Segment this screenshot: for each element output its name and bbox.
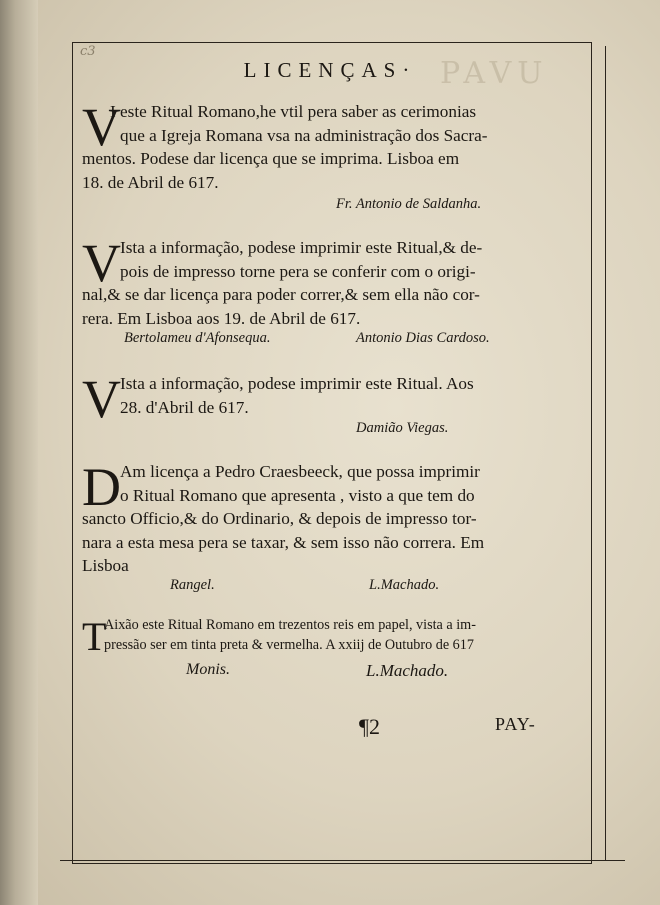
- license-section-5: [82, 614, 578, 659]
- corner-mark: c3: [80, 44, 96, 59]
- text-line: Ista a informação, podese imprimir este Ritual. Aos: [120, 374, 474, 393]
- dropcap: D: [82, 457, 121, 517]
- text-line: 28. d'Abril de 617.: [120, 397, 249, 417]
- text-line: rera. Em Lisboa aos 19. de Abril de 617.: [82, 308, 361, 328]
- license-text: [82, 233, 578, 330]
- text-line: I este Ritual Romano,he vtil pera saber as cerimonias: [110, 102, 477, 121]
- signature-mark: ¶2: [359, 714, 380, 739]
- page-title: LICENÇAS·: [243, 58, 417, 82]
- signature: Fr. Antonio de Saldanha.: [336, 196, 482, 212]
- text-line: que a Igreja Romana vsa na administração dos Sacra-: [120, 125, 488, 145]
- bleed-through-text: PAVU: [440, 56, 549, 91]
- text-line: Lisboa: [82, 556, 129, 575]
- license-section-1: [82, 97, 578, 194]
- signature: Damião Viegas.: [356, 420, 449, 436]
- dropcap: T: [82, 614, 107, 659]
- signature: Monis.: [186, 661, 230, 678]
- page-frame-rule: [605, 46, 606, 861]
- license-text: [82, 457, 578, 578]
- signature: Rangel.: [170, 577, 215, 593]
- text-line: sancto Officio,& do Ordinario, & depois de impresso tor-: [82, 509, 477, 528]
- text-line: 18. de Abril de 617.: [82, 172, 219, 192]
- text-line: Aixão este Ritual Romano em trezentos reis em papel, vista a im-: [104, 617, 476, 633]
- text-line: Ista a informação, podese imprimir este Ritual,& de-: [120, 238, 483, 257]
- license-text: [82, 614, 578, 659]
- book-gutter: [0, 0, 38, 905]
- signature: L.Machado.: [369, 577, 440, 593]
- license-text: [82, 97, 578, 194]
- text-line: o Ritual Romano que apresenta , visto a que tem do: [120, 485, 475, 505]
- text-line: pressão ser em tinta preta & vermelha. A xxiij de Outubro de 617: [104, 637, 474, 653]
- text-line: mentos. Podese dar licença que se imprima. Lisboa em: [82, 149, 460, 168]
- signature: L.Machado.: [366, 661, 449, 680]
- text-line: nara a esta mesa pera se taxar, & sem isso não correra. Em: [82, 532, 485, 552]
- dropcap: V: [82, 97, 121, 157]
- license-text: [82, 372, 578, 419]
- catchword: PAY-: [495, 714, 536, 734]
- signature: Bertolameu d'Afonsequa.: [124, 330, 271, 346]
- text-line: pois de impresso torne pera se conferir com o origi-: [120, 261, 476, 281]
- license-section-4: [82, 457, 578, 578]
- dropcap: V: [82, 233, 121, 293]
- text-line: Am licença a Pedro Craesbeeck, que possa imprimir: [120, 462, 480, 481]
- dropcap: V: [82, 369, 121, 429]
- page-frame-bottom-rule: [60, 860, 625, 861]
- signature: Antonio Dias Cardoso.: [356, 330, 490, 346]
- license-section-2: [82, 233, 578, 330]
- text-line: nal,& se dar licença para poder correr,& sem ella não cor-: [82, 285, 480, 304]
